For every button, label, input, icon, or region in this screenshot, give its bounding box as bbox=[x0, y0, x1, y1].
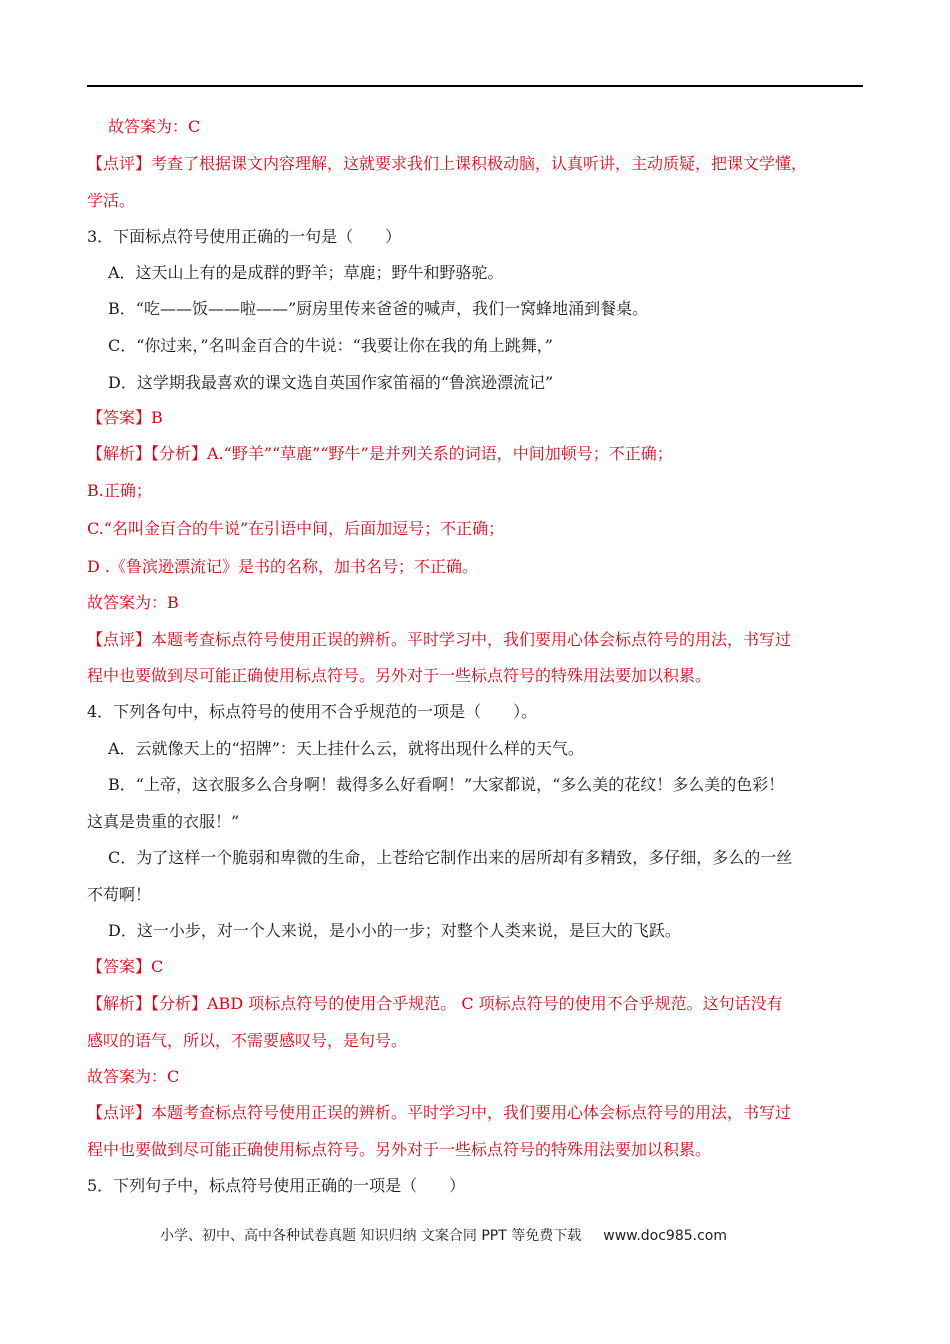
footer-url[interactable]: www.doc985.com bbox=[603, 1228, 727, 1244]
option-c-continued: 不苟啊！ bbox=[87, 885, 152, 904]
comment-line: 程中也要做到尽可能正确使用标点符号。另外对于一些标点符号的特殊用法要加以积累。 bbox=[87, 1140, 712, 1159]
comment-line: 【点评】考查了根据课文内容理解，这就要求我们上课积极动脑，认真听讲，主动质疑，把课文学懂， bbox=[87, 154, 808, 173]
answer-line: 故答案为：B bbox=[87, 593, 179, 612]
option-b-continued: 这真是贵重的衣服！” bbox=[87, 812, 240, 831]
question-4: 4．下列各句中，标点符号的使用不合乎规范的一项是（ ）。 bbox=[87, 702, 538, 721]
analysis-line: C.“名叫金百合的牛说”在引语中间，后面加逗号；不正确； bbox=[87, 519, 505, 538]
analysis-line: D .《鲁滨逊漂流记》是书的名称，加书名号；不正确。 bbox=[87, 557, 479, 576]
comment-line: 【点评】本题考查标点符号使用正误的辨析。平时学习中，我们要用心体会标点符号的用法，书写过 bbox=[87, 630, 792, 649]
option-d: D．这一小步，对一个人来说，是小小的一步；对整个人类来说，是巨大的飞跃。 bbox=[108, 921, 681, 940]
question-5: 5．下列句子中，标点符号使用正确的一项是（ ） bbox=[87, 1176, 466, 1195]
option-c: C．为了这样一个脆弱和卑微的生命，上苍给它制作出来的居所却有多精致，多仔细，多么的一丝 bbox=[108, 848, 793, 867]
answer-line: 故答案为：C bbox=[108, 117, 201, 136]
option-b: B．“上帝，这衣服多么合身啊！裁得多么好看啊！”大家都说，“多么美的花纹！多么美的色彩！ bbox=[108, 775, 785, 794]
answer-label: 【答案】B bbox=[87, 408, 163, 427]
analysis-line: 感叹的语气，所以，不需要感叹号，是句号。 bbox=[87, 1031, 408, 1050]
page-footer bbox=[160, 1226, 800, 1246]
header-rule bbox=[87, 85, 863, 87]
analysis-line: 【解析】【分析】A.“野羊”“草鹿”“野牛”是并列关系的词语，中间加顿号；不正确； bbox=[87, 444, 673, 463]
analysis-line: B.正确； bbox=[87, 481, 152, 500]
comment-line: 程中也要做到尽可能正确使用标点符号。另外对于一些标点符号的特殊用法要加以积累。 bbox=[87, 666, 712, 685]
footer-text: 小学、初中、高中各种试卷真题 知识归纳 文案合同 PPT 等免费下载 bbox=[160, 1228, 582, 1244]
comment-line: 学活。 bbox=[87, 191, 136, 210]
option-c: C．“你过来，”名叫金百合的牛说：“我要让你在我的角上跳舞，” bbox=[108, 336, 553, 355]
option-b: B．“吃——饭——啦——”厨房里传来爸爸的喊声，我们一窝蜂地涌到餐桌。 bbox=[108, 299, 649, 318]
comment-line: 【点评】本题考查标点符号使用正误的辨析。平时学习中，我们要用心体会标点符号的用法，书写过 bbox=[87, 1103, 792, 1122]
answer-line: 故答案为：C bbox=[87, 1067, 180, 1086]
option-a: A．云就像天上的“招牌”：天上挂什么云，就将出现什么样的天气。 bbox=[108, 739, 584, 758]
option-d: D．这学期我最喜欢的课文选自英国作家笛福的“鲁滨逊漂流记” bbox=[108, 373, 554, 392]
option-a: A．这天山上有的是成群的野羊；草鹿；野牛和野骆驼。 bbox=[108, 263, 504, 282]
analysis-line: 【解析】【分析】ABD 项标点符号的使用合乎规范。 C 项标点符号的使用不合乎规范。这句话没有 bbox=[87, 994, 783, 1013]
answer-label: 【答案】C bbox=[87, 957, 164, 976]
question-3: 3．下面标点符号使用正确的一句是（ ） bbox=[87, 227, 402, 246]
